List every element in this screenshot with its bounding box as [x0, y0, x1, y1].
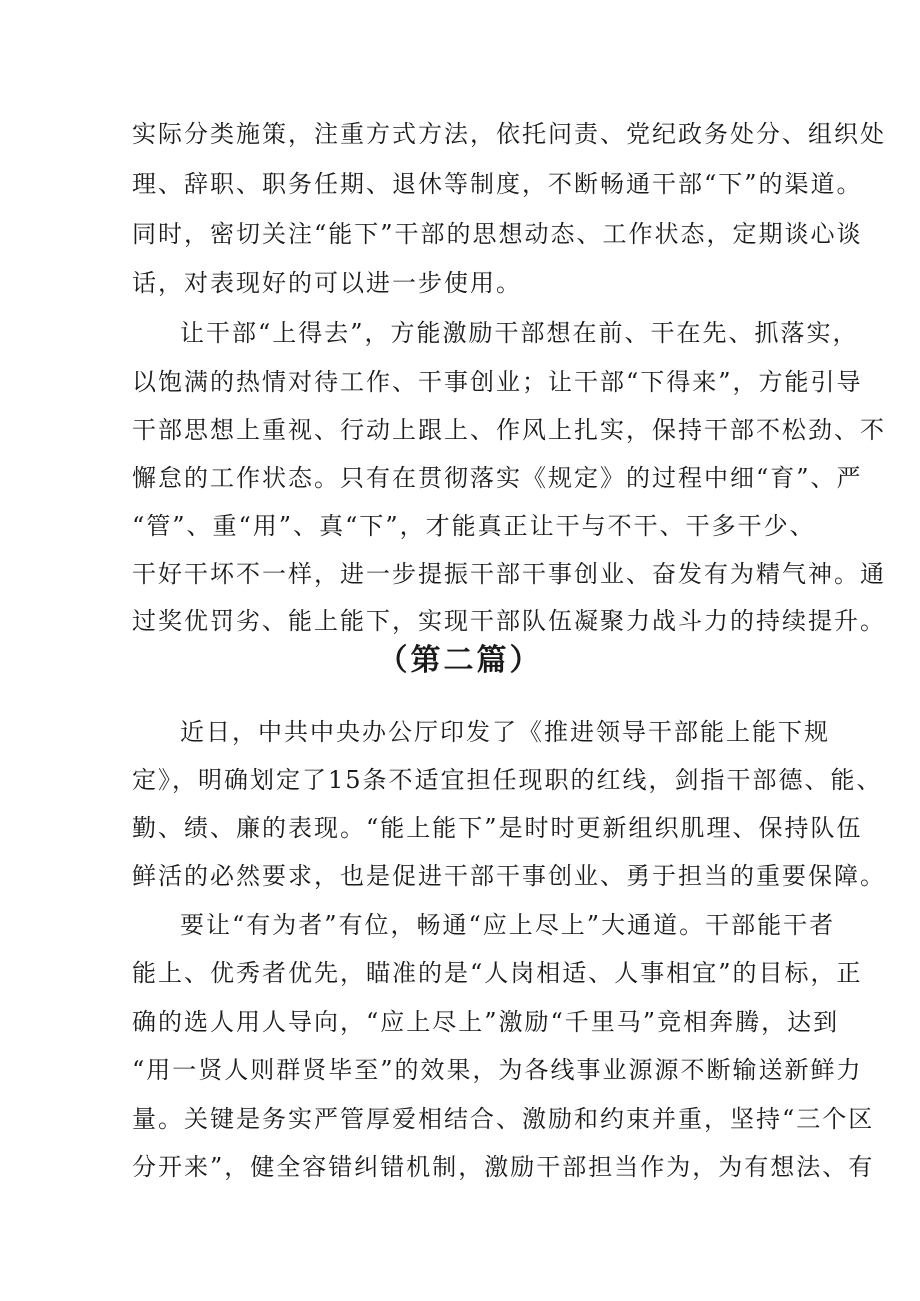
paragraph-line: 能上、优秀者优先，瞄准的是“人岗相适、人事相宜”的目标，正 [132, 959, 863, 987]
paragraph-line: 话，对表现好的可以进一步使用。 [132, 269, 522, 297]
paragraph-line: 以饱满的热情对待工作、干事创业；让干部“下得来”，方能引导 [132, 368, 863, 396]
paragraph-line: 要让“有为者”有位，畅通“应上尽上”大通道。干部能干者 [180, 911, 836, 939]
paragraph-line: 勤、绩、廉的表现。“能上能下”是时时更新组织肌理、保持队伍 [132, 814, 863, 842]
paragraph-line: 理、辞职、职务任期、退休等制度，不断畅通干部“下”的渠道。 [132, 170, 863, 198]
paragraph-line: 干部思想上重视、行动上跟上、作风上扎实，保持干部不松劲、不 [132, 416, 886, 444]
paragraph-line: 定》，明确划定了15条不适宜担任现职的红线，剑指干部德、能、 [132, 766, 883, 794]
paragraph-line: 干好干坏不一样，进一步提振干部干事创业、奋发有为精气神。通 [132, 560, 886, 588]
paragraph-line: 分开来”，健全容错纠错机制，激励干部担当作为，为有想法、有 [132, 1153, 875, 1181]
paragraph-line: 过奖优罚劣、能上能下，实现干部队伍凝聚力战斗力的持续提升。 [132, 607, 886, 635]
paragraph-line: 同时，密切关注“能下”干部的思想动态、工作状态，定期谈心谈 [132, 220, 863, 248]
paragraph-line: 近日，中共中央办公厅印发了《推进领导干部能上能下规 [180, 718, 830, 746]
paragraph-line: 鲜活的必然要求，也是促进干部干事创业、勇于担当的重要保障。 [132, 862, 886, 890]
paragraph-line: 让干部“上得去”，方能激励干部想在前、干在先、抓落实， [180, 319, 859, 347]
paragraph-line: 实际分类施策，注重方式方法，依托问责、党纪政务处分、组织处 [132, 120, 886, 148]
paragraph-line: “用一贤人则群贤毕至”的效果，为各线事业源源不断输送新鲜力 [132, 1056, 863, 1084]
paragraph-line: “管”、重“用”、真“下”，才能真正让干与不干、干多干少、 [132, 512, 816, 540]
paragraph-line: 确的选人用人导向，“应上尽上”激励“千里马”竞相奔腾，达到 [132, 1008, 840, 1036]
section-heading: （第二篇） [377, 643, 543, 678]
paragraph-line: 懈怠的工作状态。只有在贯彻落实《规定》的过程中细“育”、严 [132, 464, 863, 492]
paragraph-line: 量。关键是务实严管厚爱相结合、激励和约束并重，坚持“三个区 [132, 1105, 875, 1133]
